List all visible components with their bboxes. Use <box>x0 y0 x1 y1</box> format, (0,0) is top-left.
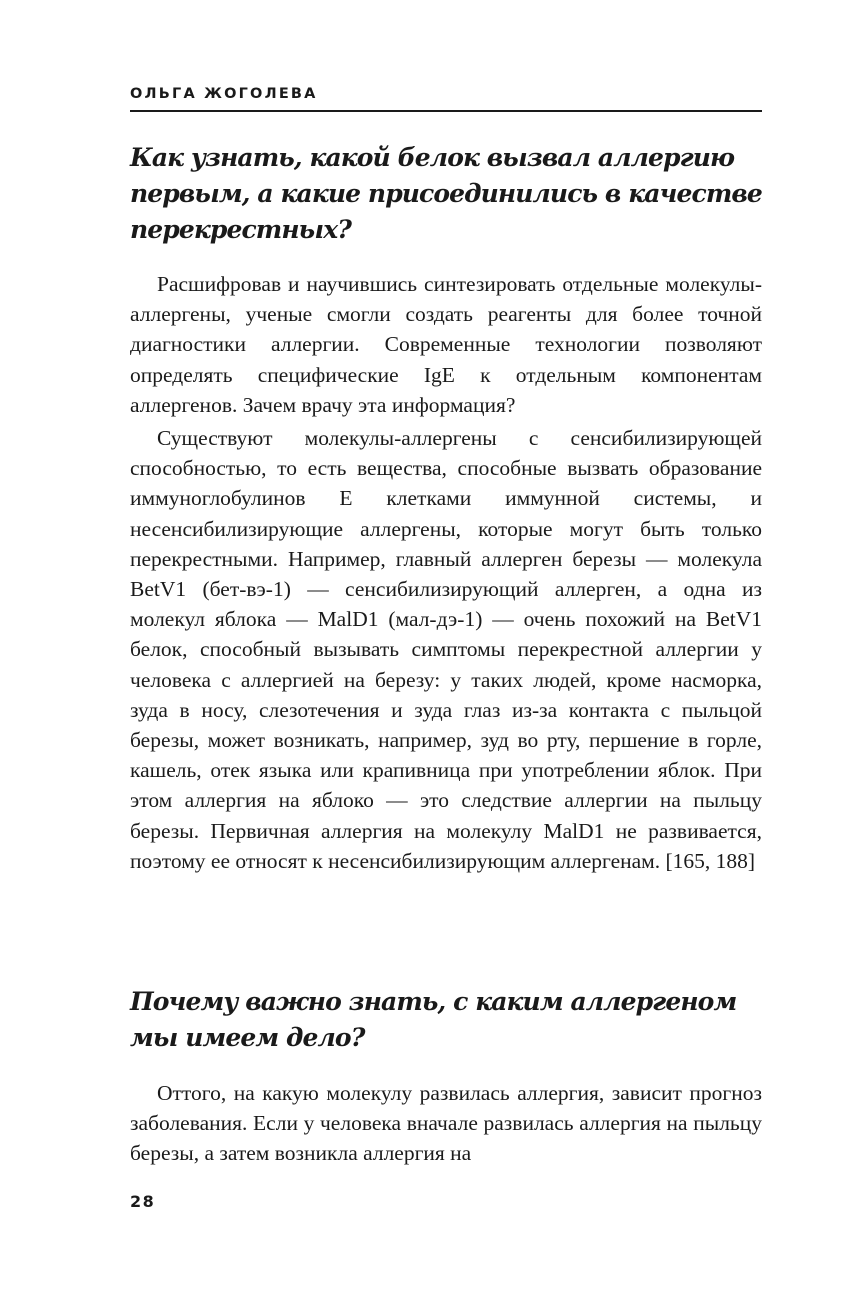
paragraph: Существуют молекулы-аллергены с сенсибилизирующей способностью, то есть вещества, способные вызвать образование иммуноглобулинов E клетками иммунной системы, и несенсибилизирующие аллергены, которые могут быть только перекрестными. Например, главный аллерген березы — молекула BetV1 (бет-вэ-1) — сенсибилизирующий аллерген, а одна из молекул яблока — MalD1 (мал-дэ-1) — очень похожий на BetV1 белок, способный вызывать симптомы перекрестной аллергии у человека с аллергией на березу: у таких людей, кроме насморка, зуда в носу, слезотечения и зуда глаз из-за контакта с пыльцой березы, может возникать, например, зуд во рту, першение в горле, кашель, отек языка или крапивница при употреблении яблок. При этом аллергия на яблоко — это следствие аллергии на пыльцу березы. Первичная аллергия на молекулу MalD1 не развивается, поэтому ее относят к несенсибилизирующим аллергенам. [165, 188] <box>130 426 762 873</box>
running-head: ОЛЬГА ЖОГОЛЕВА <box>130 86 318 102</box>
section-body <box>130 1078 762 1172</box>
page-number: 28 <box>130 1192 156 1211</box>
book-page <box>130 0 762 1311</box>
paragraph: Оттого, на какую молекулу развилась аллергия, зависит прогноз заболевания. Если у человека вначале развилась аллергия на пыльцу березы, а затем возникла аллергия на <box>130 1081 762 1166</box>
paragraph: Расшифровав и научившись синтезировать отдельные молекулы-аллергены, ученые смогли создать реагенты для более точной диагностики аллергии. Современные технологии позволяют определять специфические IgE к отдельным компонентам аллергенов. Зачем врачу эта информация? <box>130 272 762 417</box>
section-heading: Как узнать, какой белок вызвал аллергию первым, а какие присоединились в качестве перекрестных? <box>130 143 762 244</box>
section-heading: Почему важно знать, с каким аллергеном мы имеем дело? <box>130 987 737 1052</box>
section-body <box>130 269 762 879</box>
header-rule <box>130 110 762 112</box>
